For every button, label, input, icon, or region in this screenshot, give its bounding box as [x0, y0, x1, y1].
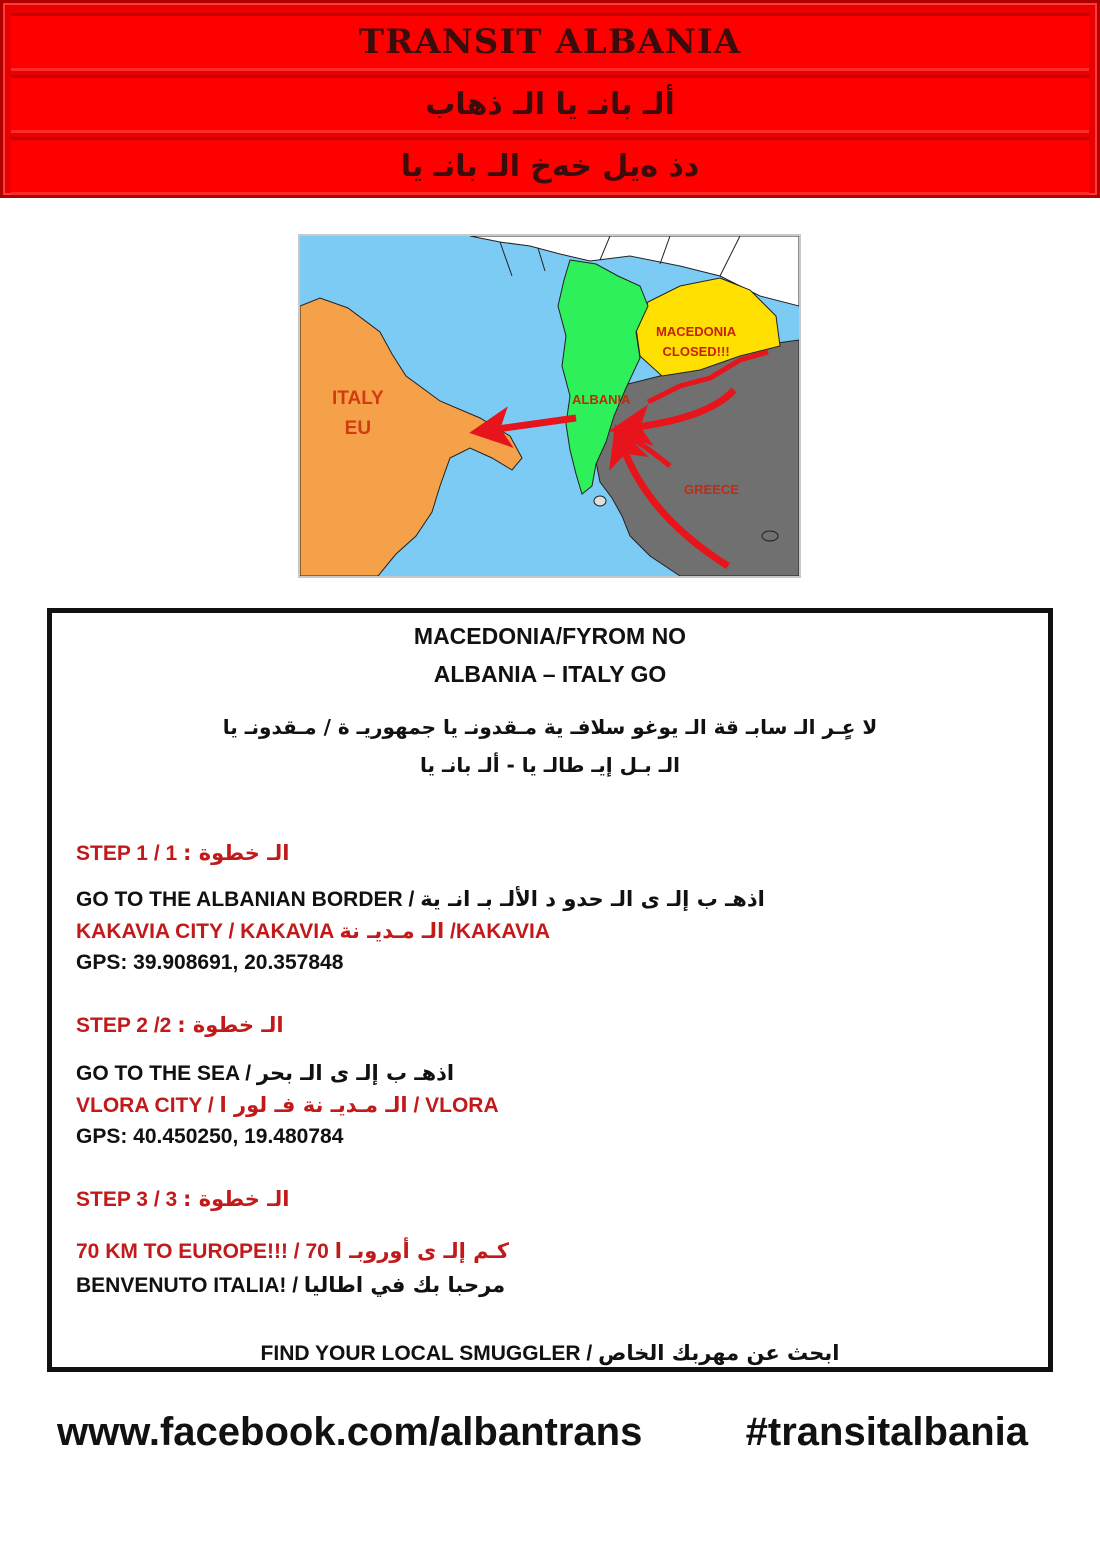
map-label-macedonia-line2: CLOSED!!! [662, 344, 730, 359]
step1-title-en: STEP 1 / 1 [76, 842, 178, 865]
step1-line2-end: /KAKAVIA [450, 920, 550, 943]
banner-arabic-line-1: ألـ بانـ يا الـ ذهاب [11, 75, 1089, 133]
header-banner [0, 0, 1100, 198]
step1-title-ar: الـ خطوة : [183, 841, 290, 865]
step1-line2-en: KAKAVIA CITY / KAKAVIA [76, 920, 334, 943]
banner-title: TRANSIT ALBANIA [11, 13, 1089, 71]
step1-line2 [76, 919, 550, 944]
heading-albania-italy-go: ALBANIA – ITALY GO [433, 661, 667, 687]
step3-line2 [76, 1273, 505, 1298]
step3-line2-en: BENVENUTO ITALIA! / [76, 1274, 299, 1297]
step2-line1 [76, 1061, 454, 1086]
step1-line1 [76, 887, 765, 912]
find-smuggler-line [52, 1341, 1048, 1366]
map-label-italy [332, 384, 384, 444]
step2-title [76, 1013, 284, 1038]
step2-line2 [76, 1093, 499, 1118]
map-label-macedonia-line1: MACEDONIA [656, 324, 737, 339]
map-label-albania: ALBANIA [572, 392, 631, 407]
step2-title-ar: الـ خطوة : [177, 1013, 284, 1037]
step2-line1-en: GO TO THE SEA / [76, 1062, 252, 1085]
step3-line1-ar: كـم إلـ ى أوروبـ ا [334, 1239, 509, 1263]
step3-title-en: STEP 3 / 3 [76, 1188, 178, 1211]
step3-line2-ar: مرحبا بك في اطاليا [303, 1273, 506, 1297]
step3-title-ar: الـ خطوة : [183, 1187, 290, 1211]
heading-arabic-2: الـ بـل إيـ طالـ يا - ألـ بانـ يا [420, 753, 680, 777]
map-label-italy-line2: EU [344, 418, 372, 439]
map-label-macedonia [656, 322, 736, 362]
hashtag: #transitalbania [745, 1410, 1028, 1454]
find-smuggler-ar: ابحث عن مهربك الخاص [598, 1341, 840, 1365]
map-label-greece: GREECE [684, 482, 739, 497]
step3-title [76, 1187, 289, 1212]
step3-line1-en: 70 KM TO EUROPE!!! / 70 [76, 1240, 329, 1263]
facebook-url[interactable]: www.facebook.com/albantrans [57, 1410, 643, 1454]
step3-line1 [76, 1239, 509, 1264]
instructions-box [47, 608, 1053, 1372]
arrow-albania-to-italy [490, 418, 576, 430]
route-map [298, 234, 801, 578]
heading-arabic-1: لا عٍـر الـ سابـ قة الـ يوغو سلافـ ية مـقدونـ يا جمهوريـ ة / مـقدونـ يا [222, 715, 878, 739]
banner-arabic-line-2: دذ ەیل خەخ الـ بانـ يا [11, 137, 1089, 195]
step1-gps: GPS: 39.908691, 20.357848 [76, 951, 344, 974]
step2-gps: GPS: 40.450250, 19.480784 [76, 1125, 344, 1148]
step2-title-en: STEP 2 /2 [76, 1014, 172, 1037]
heading-macedonia-no: MACEDONIA/FYROM NO [413, 623, 687, 649]
step2-line2-en: VLORA CITY / [76, 1094, 214, 1117]
step1-line1-en: GO TO THE ALBANIAN BORDER / [76, 888, 415, 911]
find-smuggler-en: FIND YOUR LOCAL SMUGGLER / [260, 1342, 593, 1365]
step1-line2-ar: الـ مـديـ نة [339, 919, 445, 943]
step2-line1-ar: اذهـ ب إلـ ى الـ بحر [256, 1061, 455, 1085]
map-label-italy-line1: ITALY [332, 388, 384, 409]
step2-line2-ar: الـ مـديـ نة فـ لور ا [219, 1093, 408, 1117]
step1-line1-ar: اذهـ ب إلـ ى الـ حدو د الألـ بـ انـ ية [420, 887, 765, 911]
step1-title [76, 841, 289, 866]
step2-line2-end: / VLORA [413, 1094, 499, 1117]
